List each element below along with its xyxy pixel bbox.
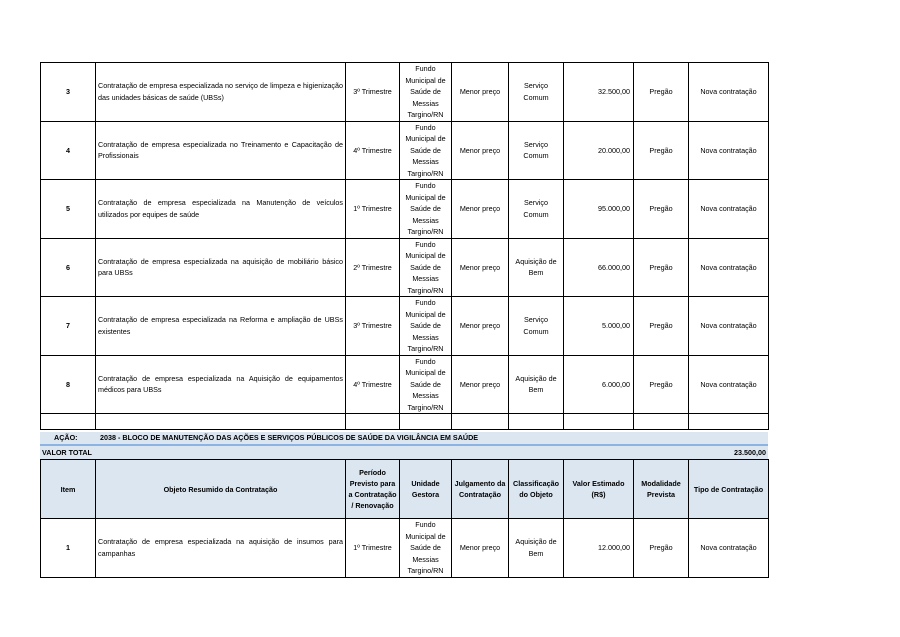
cell-modalidade: Pregão bbox=[634, 355, 689, 414]
cell-julgamento: Menor preço bbox=[452, 180, 509, 239]
cell-tipo: Nova contratação bbox=[689, 297, 769, 356]
cell-objeto: Contratação de empresa especializada na Aquisição de equipamentos médicos para UBSs bbox=[96, 355, 346, 414]
cell-unidade: Fundo Municipal de Saúde de Messias Targino/RN bbox=[400, 297, 452, 356]
cell-unidade: Fundo Municipal de Saúde de Messias Targino/RN bbox=[400, 63, 452, 122]
acao-label: AÇÃO: bbox=[54, 433, 78, 442]
empty-cell bbox=[346, 414, 400, 430]
cell-tipo: Nova contratação bbox=[689, 238, 769, 297]
cell-modalidade: Pregão bbox=[634, 121, 689, 180]
cell-valor: 5.000,00 bbox=[564, 297, 634, 356]
cell-item: 5 bbox=[41, 180, 96, 239]
empty-cell bbox=[96, 414, 346, 430]
cell-valor: 32.500,00 bbox=[564, 63, 634, 122]
cell-tipo: Nova contratação bbox=[689, 121, 769, 180]
cell-periodo: 4º Trimestre bbox=[346, 121, 400, 180]
table-row bbox=[41, 121, 769, 180]
contracts-table-2 bbox=[40, 459, 769, 578]
header-periodo: Período Previsto para a Contratação / Renovação bbox=[346, 460, 400, 519]
cell-unidade: Fundo Municipal de Saúde de Messias Targino/RN bbox=[400, 121, 452, 180]
cell-periodo: 3º Trimestre bbox=[346, 297, 400, 356]
cell-modalidade: Pregão bbox=[634, 519, 689, 578]
cell-classificacao: Aquisição de Bem bbox=[509, 238, 564, 297]
header-valor: Valor Estimado (R$) bbox=[564, 460, 634, 519]
cell-periodo: 1º Trimestre bbox=[346, 519, 400, 578]
cell-classificacao: Serviço Comum bbox=[509, 180, 564, 239]
cell-objeto: Contratação de empresa especializada no Treinamento e Capacitação de Profissionais bbox=[96, 121, 346, 180]
cell-unidade: Fundo Municipal de Saúde de Messias Targino/RN bbox=[400, 519, 452, 578]
header-objeto: Objeto Resumido da Contratação bbox=[96, 460, 346, 519]
cell-julgamento: Menor preço bbox=[452, 355, 509, 414]
empty-cell bbox=[400, 414, 452, 430]
cell-tipo: Nova contratação bbox=[689, 519, 769, 578]
table-row bbox=[41, 297, 769, 356]
cell-objeto: Contratação de empresa especializada na Manutenção de veículos utilizados por equipes de saúde bbox=[96, 180, 346, 239]
cell-periodo: 2º Trimestre bbox=[346, 238, 400, 297]
empty-cell bbox=[634, 414, 689, 430]
cell-objeto: Contratação de empresa especializada na aquisição de insumos para campanhas bbox=[96, 519, 346, 578]
cell-classificacao: Serviço Comum bbox=[509, 63, 564, 122]
empty-cell bbox=[41, 414, 96, 430]
acao-text: 2038 - BLOCO DE MANUTENÇÃO DAS AÇÕES E SERVIÇOS PÚBLICOS DE SAÚDE DA VIGILÂNCIA EM SAÚDE bbox=[100, 433, 479, 442]
cell-objeto: Contratação de empresa especializada na Reforma e ampliação de UBSs existentes bbox=[96, 297, 346, 356]
valor-total-amount: 23.500,00 bbox=[734, 448, 766, 457]
cell-item: 3 bbox=[41, 63, 96, 122]
procurement-plan-sheet bbox=[40, 62, 768, 578]
contracts-table-1 bbox=[40, 62, 769, 430]
table-row bbox=[41, 63, 769, 122]
cell-periodo: 1º Trimestre bbox=[346, 180, 400, 239]
empty-row bbox=[41, 414, 769, 430]
table-row bbox=[41, 519, 769, 578]
cell-valor: 20.000,00 bbox=[564, 121, 634, 180]
valor-total-row bbox=[40, 446, 768, 459]
cell-tipo: Nova contratação bbox=[689, 355, 769, 414]
cell-classificacao: Aquisição de Bem bbox=[509, 519, 564, 578]
cell-unidade: Fundo Municipal de Saúde de Messias Targino/RN bbox=[400, 238, 452, 297]
cell-valor: 6.000,00 bbox=[564, 355, 634, 414]
cell-objeto: Contratação de empresa especializada na aquisição de mobiliário básico para UBSs bbox=[96, 238, 346, 297]
header-item: Item bbox=[41, 460, 96, 519]
cell-modalidade: Pregão bbox=[634, 63, 689, 122]
table-row bbox=[41, 355, 769, 414]
header-julgamento: Julgamento da Contratação bbox=[452, 460, 509, 519]
cell-valor: 12.000,00 bbox=[564, 519, 634, 578]
cell-item: 7 bbox=[41, 297, 96, 356]
cell-modalidade: Pregão bbox=[634, 180, 689, 239]
cell-valor: 66.000,00 bbox=[564, 238, 634, 297]
cell-item: 1 bbox=[41, 519, 96, 578]
contracts-table-2-body bbox=[41, 519, 769, 578]
empty-cell bbox=[564, 414, 634, 430]
cell-item: 8 bbox=[41, 355, 96, 414]
table-row bbox=[41, 238, 769, 297]
cell-unidade: Fundo Municipal de Saúde de Messias Targino/RN bbox=[400, 355, 452, 414]
cell-julgamento: Menor preço bbox=[452, 297, 509, 356]
cell-julgamento: Menor preço bbox=[452, 238, 509, 297]
cell-classificacao: Serviço Comum bbox=[509, 297, 564, 356]
empty-cell bbox=[452, 414, 509, 430]
header-tipo: Tipo de Contratação bbox=[689, 460, 769, 519]
cell-unidade: Fundo Municipal de Saúde de Messias Targino/RN bbox=[400, 180, 452, 239]
cell-classificacao: Aquisição de Bem bbox=[509, 355, 564, 414]
cell-valor: 95.000,00 bbox=[564, 180, 634, 239]
cell-item: 6 bbox=[41, 238, 96, 297]
cell-julgamento: Menor preço bbox=[452, 519, 509, 578]
cell-modalidade: Pregão bbox=[634, 238, 689, 297]
cell-tipo: Nova contratação bbox=[689, 63, 769, 122]
cell-julgamento: Menor preço bbox=[452, 121, 509, 180]
cell-objeto: Contratação de empresa especializada no serviço de limpeza e higienização das unidades básicas de saúde (UBSs) bbox=[96, 63, 346, 122]
cell-periodo: 3º Trimestre bbox=[346, 63, 400, 122]
header-classificacao: Classificação do Objeto bbox=[509, 460, 564, 519]
contracts-table-1-body bbox=[41, 63, 769, 430]
cell-item: 4 bbox=[41, 121, 96, 180]
cell-classificacao: Serviço Comum bbox=[509, 121, 564, 180]
header-unidade: Unidade Gestora bbox=[400, 460, 452, 519]
table-row bbox=[41, 180, 769, 239]
cell-periodo: 4º Trimestre bbox=[346, 355, 400, 414]
empty-cell bbox=[689, 414, 769, 430]
cell-julgamento: Menor preço bbox=[452, 63, 509, 122]
acao-header bbox=[40, 432, 768, 446]
table-header-row bbox=[41, 460, 769, 519]
cell-tipo: Nova contratação bbox=[689, 180, 769, 239]
empty-cell bbox=[509, 414, 564, 430]
valor-total-label: VALOR TOTAL bbox=[42, 448, 92, 457]
header-modalidade: Modalidade Prevista bbox=[634, 460, 689, 519]
cell-modalidade: Pregão bbox=[634, 297, 689, 356]
